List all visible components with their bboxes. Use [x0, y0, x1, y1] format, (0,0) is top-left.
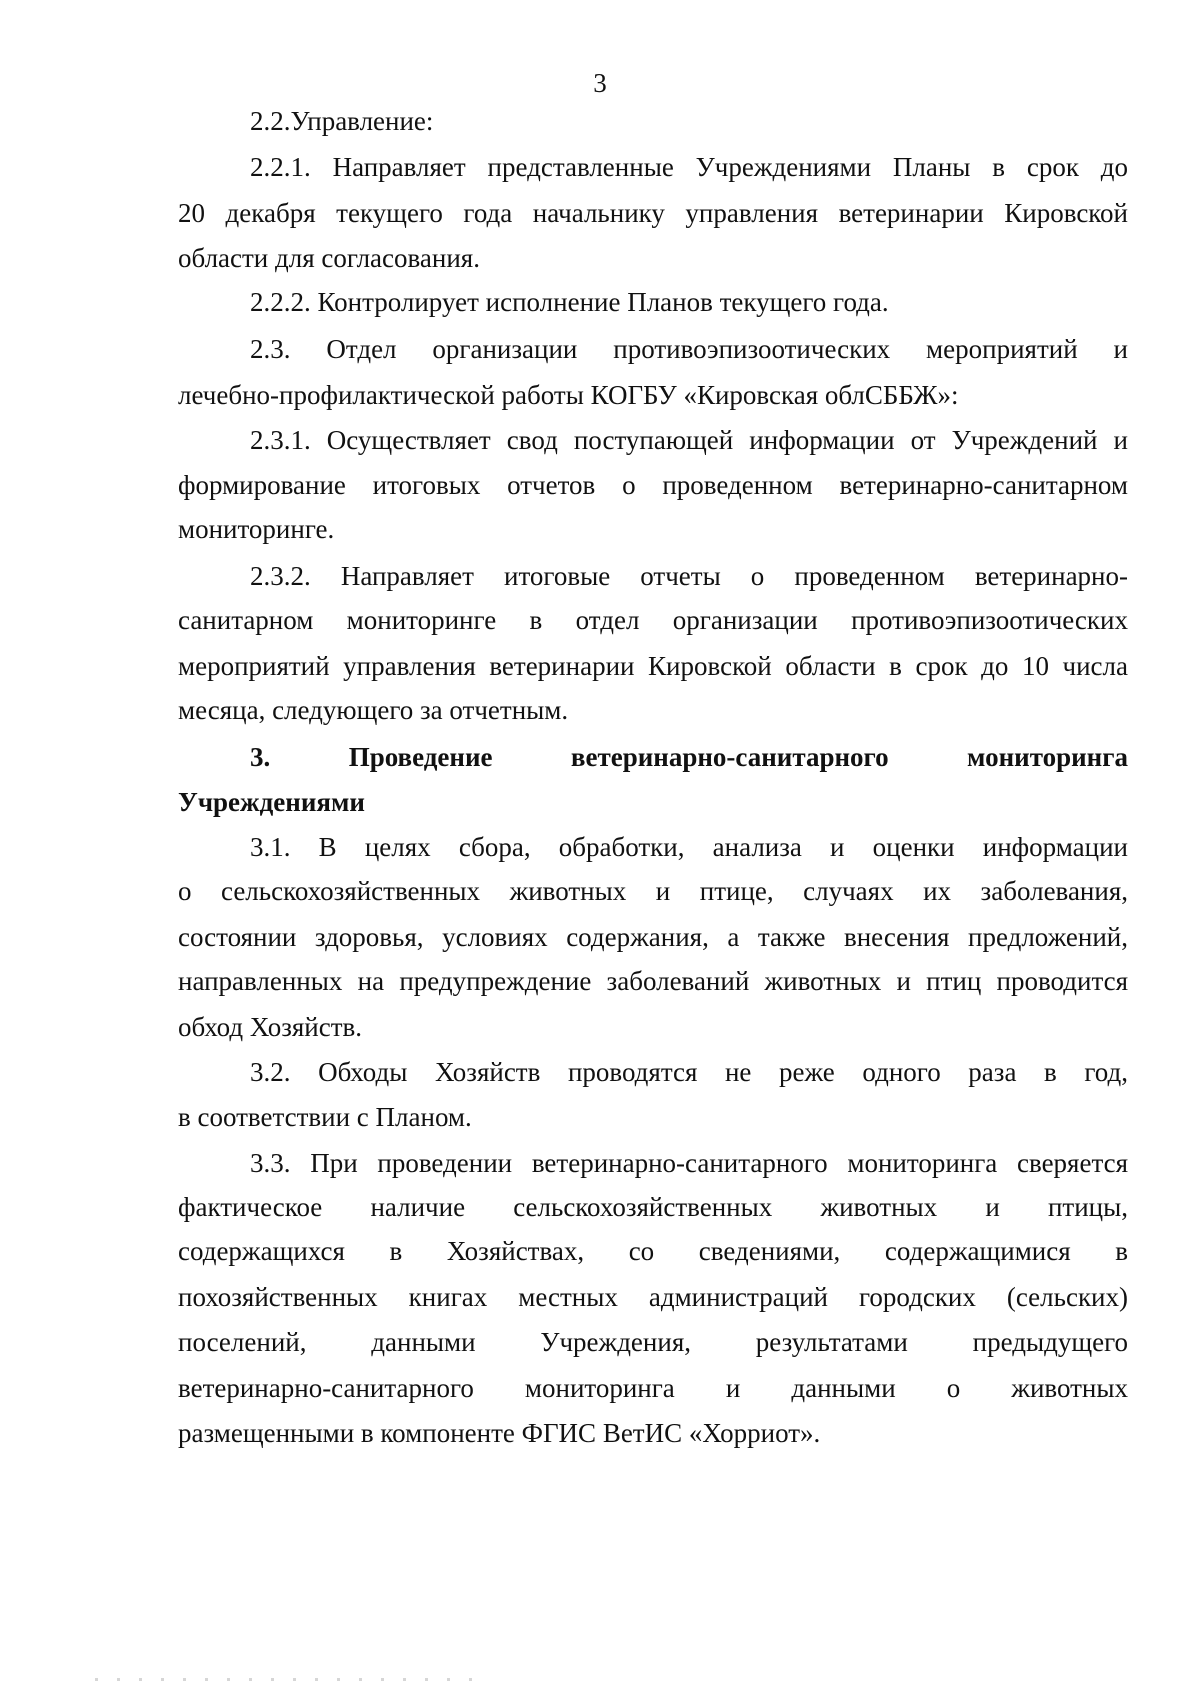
text-line: мониторинге.	[178, 514, 335, 544]
text-line: 2.2.Управление:	[250, 106, 434, 136]
text-line: содержащихся в Хозяйствах, со сведениями, содержащимися в	[178, 1236, 1128, 1266]
text-line: мероприятий управления ветеринарии Кировской области в срок до 10 числа	[178, 651, 1128, 681]
text-line: месяца, следующего за отчетным.	[178, 695, 569, 725]
section-heading: 3. Проведение ветеринарно-санитарного мониторинга	[250, 742, 1128, 772]
text-line: 3.2. Обходы Хозяйств проводятся не реже одного раза в год,	[250, 1057, 1128, 1087]
text-line: 2.3.1. Осуществляет свод поступающей информации от Учреждений и	[250, 425, 1128, 455]
text-line: 2.2.1. Направляет представленные Учреждениями Планы в срок до	[250, 152, 1128, 182]
text-line: обход Хозяйств.	[178, 1012, 363, 1042]
page-number: 3	[593, 68, 607, 98]
text-line: фактическое наличие сельскохозяйственных животных и птицы,	[178, 1192, 1128, 1222]
text-line: в соответствии с Планом.	[178, 1102, 472, 1132]
text-line: направленных на предупреждение заболеваний животных и птиц проводится	[178, 966, 1128, 996]
text-line: лечебно-профилактической работы КОГБУ «Кировская облСББЖ»:	[178, 380, 959, 410]
text-line: санитарном мониторинге в отдел организации противоэпизоотических	[178, 605, 1128, 635]
section-heading-continuation: Учреждениями	[178, 787, 365, 817]
text-line: о сельскохозяйственных животных и птице, случаях их заболевания,	[178, 876, 1128, 906]
text-line: 2.3.2. Направляет итоговые отчеты о проведенном ветеринарно-	[250, 561, 1128, 591]
text-line: 3.1. В целях сбора, обработки, анализа и оценки информации	[250, 832, 1128, 862]
text-line: ветеринарно-санитарного мониторинга и данными о животных	[178, 1373, 1128, 1403]
text-line: размещенными в компоненте ФГИС ВетИС «Хорриот».	[178, 1418, 821, 1448]
text-line: похозяйственных книгах местных администраций городских (сельских)	[178, 1282, 1128, 1312]
text-line: области для согласования.	[178, 243, 480, 273]
text-line: 3.3. При проведении ветеринарно-санитарного мониторинга сверяется	[250, 1148, 1128, 1178]
text-line: формирование итоговых отчетов о проведенном ветеринарно-санитарном	[178, 470, 1128, 500]
text-line: состоянии здоровья, условиях содержания, а также внесения предложений,	[178, 922, 1128, 952]
text-line: поселений, данными Учреждения, результатами предыдущего	[178, 1327, 1128, 1357]
text-line: 2.2.2. Контролирует исполнение Планов текущего года.	[250, 287, 889, 317]
text-line: 2.3. Отдел организации противоэпизоотических мероприятий и	[250, 334, 1128, 364]
text-line: 20 декабря текущего года начальнику управления ветеринарии Кировской	[178, 198, 1128, 228]
scan-artifact	[95, 1678, 475, 1681]
